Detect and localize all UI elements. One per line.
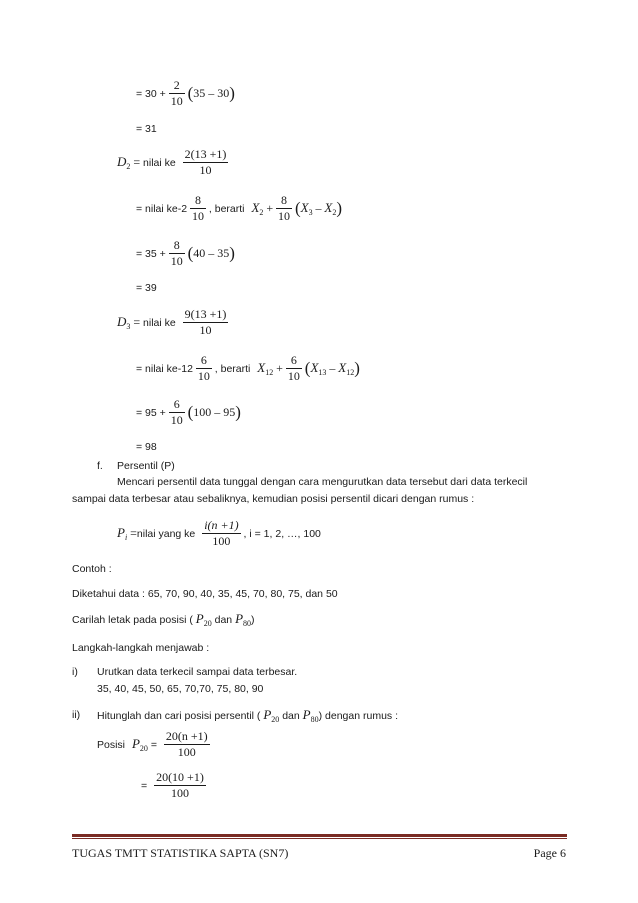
fraction: $\frac{8}{10}$: [278, 193, 291, 223]
percentile-formula: $P_i$ =nilai yang ke $\frac{i(n +1)}{100}$ , i = 1, 2, …, 100: [117, 518, 321, 548]
fraction: $\frac{2}{10}$: [170, 78, 183, 108]
section-f-title: Persentil (P): [117, 460, 175, 472]
fraction: $\frac{20(n +1)}{100}$: [165, 729, 208, 759]
section-f-paragraph-line1: Mencari persentil data tunggal dengan cara mengurutkan data tersebut dari data terkecil: [117, 476, 528, 488]
line-result-31: = 31: [136, 123, 157, 135]
example-label: Contoh :: [72, 563, 112, 575]
fraction: $\frac{6}{10}$: [287, 353, 300, 383]
position-p20-substituted: = $\frac{20(10 +1)}{100}$: [141, 770, 204, 800]
line-d2-formula: $D_2$ = nilai ke $\frac{2(13 +1)}{10}$: [117, 147, 227, 177]
footer-rule-thick: [72, 834, 567, 837]
position-p20-formula: Posisi $P_{20}$ = $\frac{20(n +1)}{100}$: [97, 729, 208, 759]
section-f-label: f.: [97, 460, 103, 472]
fraction: $\frac{9(13 +1)}{10}$: [184, 307, 227, 337]
line-result-39: = 39: [136, 282, 157, 294]
fraction: $\frac{8}{10}$: [170, 238, 183, 268]
section-f-paragraph-line2: sampai data terbesar atau sebaliknya, kemudian posisi persentil dicari dengan rumus :: [72, 493, 475, 505]
find-position: Carilah letak pada posisi ( $P_{20}$ dan $P_{80}$): [72, 611, 255, 628]
steps-label: Langkah-langkah menjawab :: [72, 642, 210, 654]
fraction: $\frac{2(13 +1)}{10}$: [184, 147, 227, 177]
line-d3-position: = nilai ke-12 $\frac{6}{10}$ , berarti $X_{12}$ + $\frac{6}{10}$ $(X_{13} - X_{12})$: [136, 353, 360, 383]
step-i-text: Urutkan data terkecil sampai data terbesar.: [97, 666, 298, 678]
line-result-98: = 98: [136, 441, 157, 453]
line-d3-step: = 95 + $\frac{6}{10}$ (100 – 95): [136, 397, 241, 427]
step-ii-text: Hitunglah dan cari posisi persentil ( $P_{20}$ dan $P_{80}$) dengan rumus :: [97, 707, 399, 724]
line-d2-step: = 35 + $\frac{8}{10}$ (40 – 35): [136, 238, 235, 268]
footer-rule-thin: [72, 838, 567, 839]
footer-title: TUGAS TMTT STATISTIKA SAPTA (SN7): [72, 846, 289, 860]
fraction: $\frac{8}{10}$: [192, 193, 204, 223]
fraction: $\frac{6}{10}$: [197, 353, 210, 383]
footer-page-number: Page 6: [533, 846, 566, 860]
step-ii-label: ii): [72, 709, 81, 721]
fraction: $\frac{6}{10}$: [170, 397, 183, 427]
fraction: $\frac{i(n +1)}{100}$: [204, 518, 239, 548]
fraction: $\frac{20(10 +1)}{100}$: [156, 770, 204, 800]
given-data: Diketahui data : 65, 70, 90, 40, 35, 45, 70, 80, 75, dan 50: [72, 588, 338, 600]
line-d3-formula: $D_3$ = nilai ke $\frac{9(13 +1)}{10}$: [117, 307, 227, 337]
step-i-sorted-data: 35, 40, 45, 50, 65, 70,70, 75, 80, 90: [97, 683, 264, 695]
line-d1-step: = 30 + $\frac{2}{10}$ (35 – 30): [136, 78, 235, 108]
line-d2-position: = nilai ke-2 $\frac{8}{10}$ , berarti $X_2$ + $\frac{8}{10}$ $(X_3 - X_2)$: [136, 193, 343, 223]
step-i-label: i): [72, 666, 78, 678]
